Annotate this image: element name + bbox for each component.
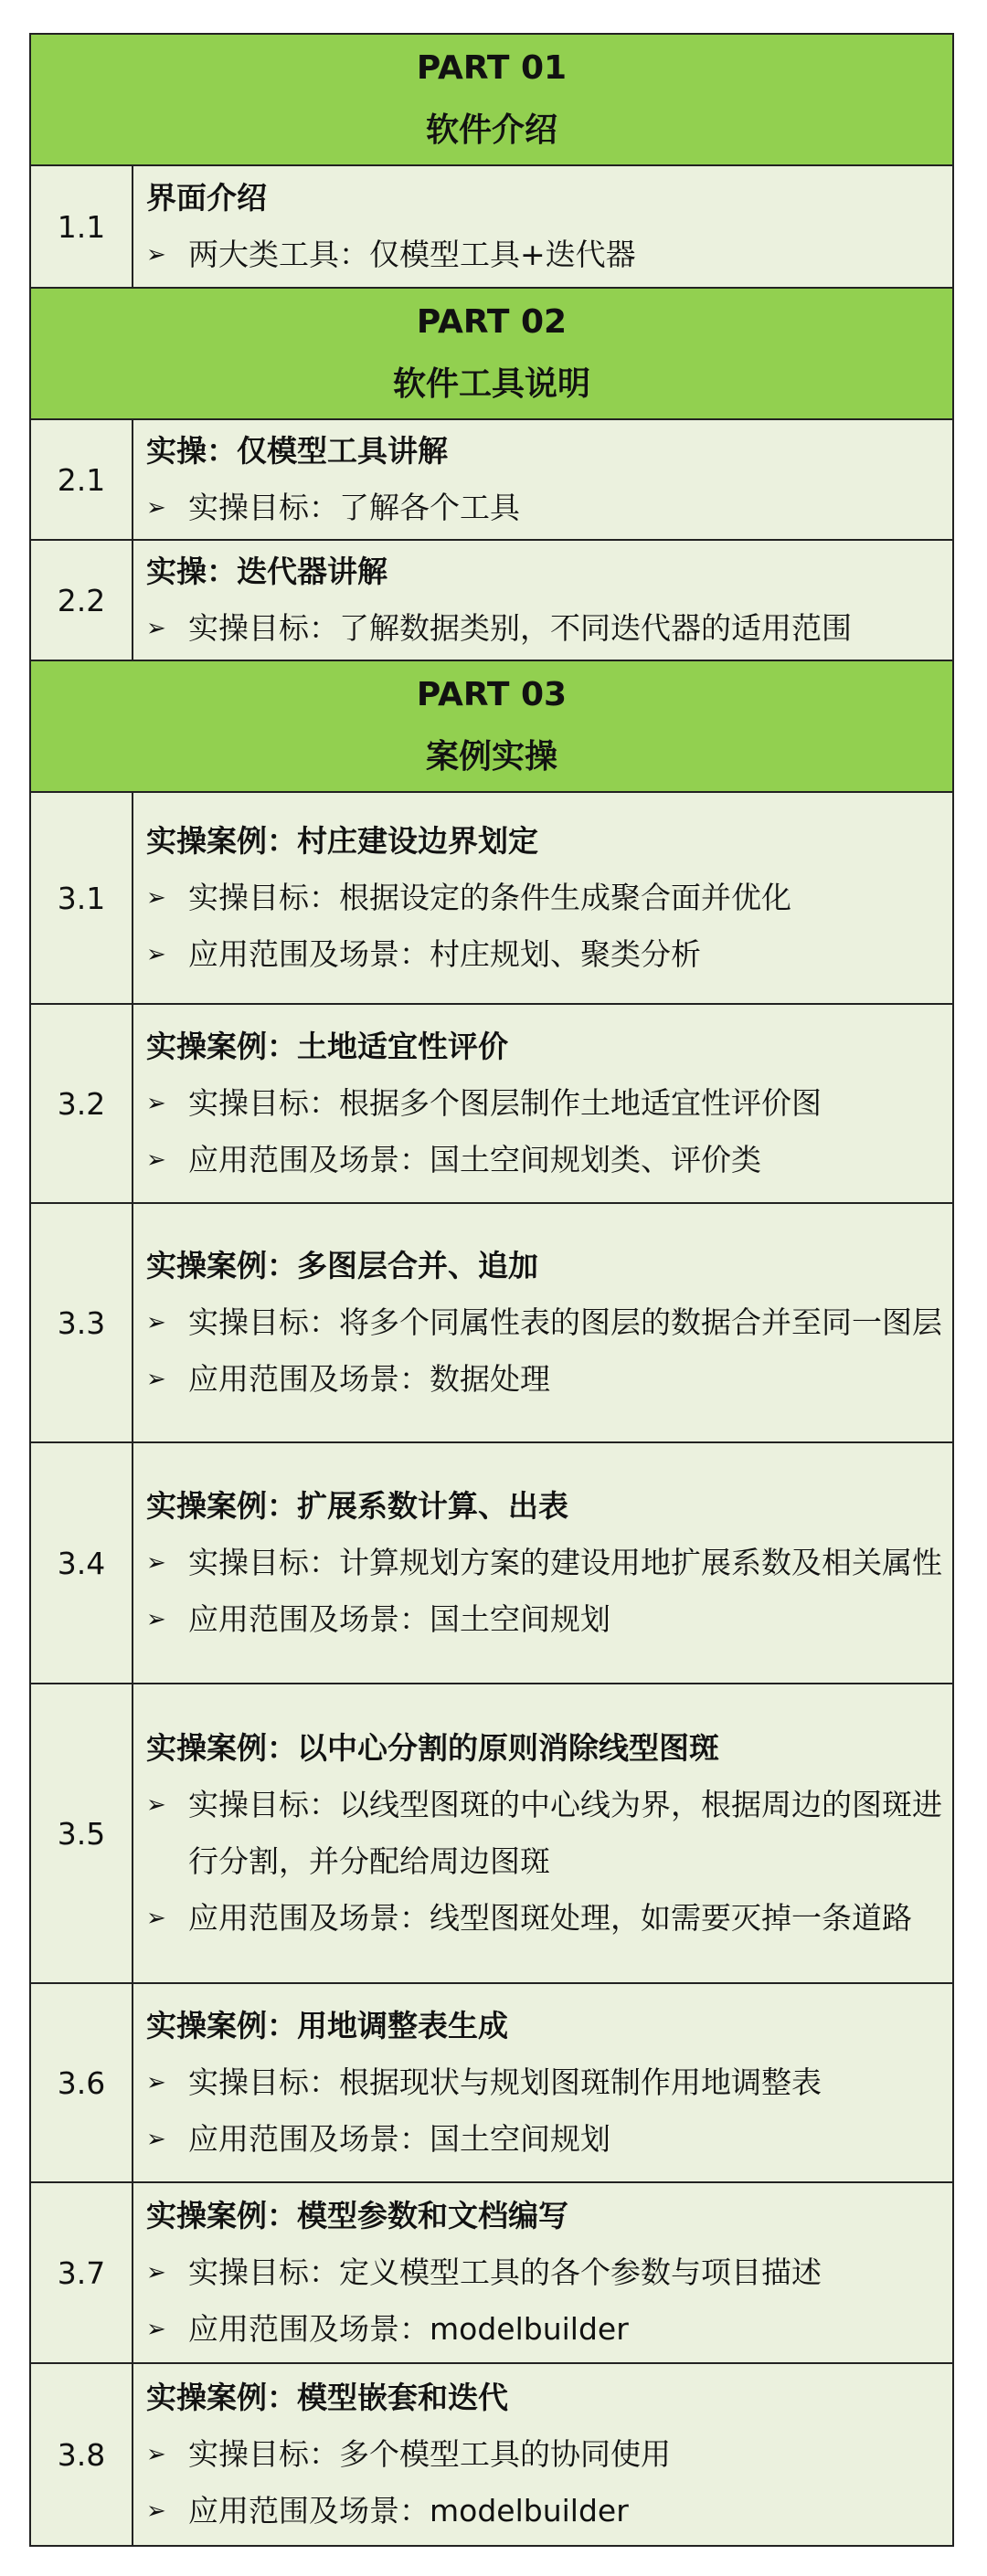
bullet-text: 应用范围及场景：modelbuilder — [188, 2311, 629, 2347]
row-content — [133, 1005, 952, 1202]
arrow-right-icon: ➢ — [146, 2126, 166, 2153]
row-content — [133, 1443, 952, 1683]
section-number: 2.2 — [31, 541, 133, 660]
bullet-text: 应用范围及场景：数据处理 — [188, 1361, 550, 1397]
row-title: 实操：仅模型工具讲解 — [146, 433, 448, 469]
bullet-item — [146, 2111, 943, 2168]
row-title: 实操案例：村庄建设边界划定 — [146, 823, 538, 859]
bullet-text: 实操目标：根据现状与规划图斑制作用地调整表 — [188, 2064, 822, 2100]
table-row — [31, 2364, 952, 2547]
table-row — [31, 1684, 952, 1984]
arrow-right-icon: ➢ — [146, 1309, 166, 1336]
section-number: 3.5 — [31, 1684, 133, 1982]
bullet-item — [146, 1132, 943, 1188]
bullet-item — [146, 480, 943, 536]
bullet-text: 实操目标：根据设定的条件生成聚合面并优化 — [188, 880, 791, 915]
bullet-text: 应用范围及场景：村庄规划、聚类分析 — [188, 936, 701, 972]
bullet-item — [146, 227, 943, 283]
row-title: 实操案例：扩展系数计算、出表 — [146, 1488, 568, 1524]
table-row — [31, 2183, 952, 2364]
bullet-item — [146, 1294, 943, 1351]
bullet-text: 应用范围及场景：国土空间规划 — [188, 1601, 610, 1637]
section-number: 3.1 — [31, 793, 133, 1003]
table-row — [31, 1005, 952, 1204]
part-title: 软件介绍 — [425, 111, 557, 149]
bullet-item — [146, 2483, 943, 2539]
part-label: PART 02 — [416, 303, 568, 341]
table-row — [31, 1443, 952, 1684]
arrow-right-icon: ➢ — [146, 2441, 166, 2468]
bullet-text: 实操目标：计算规划方案的建设用地扩展系数及相关属性 — [188, 1545, 942, 1580]
row-content — [133, 2364, 952, 2545]
table-row — [31, 793, 952, 1005]
bullet-text: 实操目标：多个模型工具的协同使用 — [188, 2436, 671, 2472]
arrow-right-icon: ➢ — [146, 1905, 166, 1932]
arrow-right-icon: ➢ — [146, 1791, 166, 1819]
arrow-right-icon: ➢ — [146, 494, 166, 522]
section-number: 2.1 — [31, 420, 133, 539]
arrow-right-icon: ➢ — [146, 1549, 166, 1577]
row-title: 实操案例：用地调整表生成 — [146, 2008, 508, 2043]
section-number: 1.1 — [31, 166, 133, 287]
row-content — [133, 1204, 952, 1441]
bullet-text: 应用范围及场景：线型图斑处理，如需要灭掉一条道路 — [188, 1900, 912, 1936]
bullet-item — [146, 1777, 943, 1890]
table-row — [31, 166, 952, 289]
bullet-item — [146, 600, 943, 657]
row-content — [133, 2183, 952, 2362]
bullet-item — [146, 1591, 943, 1648]
arrow-right-icon: ➢ — [146, 1146, 166, 1174]
row-title: 实操案例：模型嵌套和迭代 — [146, 2380, 508, 2415]
row-content — [133, 1684, 952, 1982]
arrow-right-icon: ➢ — [146, 615, 166, 642]
part-header — [31, 35, 952, 166]
row-title: 实操案例：以中心分割的原则消除线型图斑 — [146, 1730, 719, 1766]
bullet-text: 应用范围及场景：国土空间规划类、评价类 — [188, 1142, 761, 1177]
arrow-right-icon: ➢ — [146, 2069, 166, 2096]
row-title: 实操：迭代器讲解 — [146, 554, 387, 589]
bullet-text: 实操目标：将多个同属性表的图层的数据合并至同一图层 — [188, 1304, 942, 1340]
bullet-item — [146, 2301, 943, 2358]
table-row — [31, 541, 952, 661]
row-title: 实操案例：模型参数和文档编写 — [146, 2198, 568, 2233]
bullet-item — [146, 1075, 943, 1132]
bullet-item — [146, 926, 943, 983]
arrow-right-icon: ➢ — [146, 1606, 166, 1633]
section-number: 3.7 — [31, 2183, 133, 2362]
row-content — [133, 166, 952, 287]
section-number: 3.3 — [31, 1204, 133, 1441]
section-number: 3.2 — [31, 1005, 133, 1202]
arrow-right-icon: ➢ — [146, 2497, 166, 2525]
bullet-text: 两大类工具：仅模型工具+迭代器 — [188, 237, 636, 272]
arrow-right-icon: ➢ — [146, 884, 166, 912]
row-content — [133, 541, 952, 660]
arrow-right-icon: ➢ — [146, 1090, 166, 1117]
arrow-right-icon: ➢ — [146, 241, 166, 269]
bullet-item — [146, 2054, 943, 2111]
table-row — [31, 1984, 952, 2183]
section-number: 3.8 — [31, 2364, 133, 2545]
bullet-item — [146, 870, 943, 926]
part-header — [31, 661, 952, 793]
row-content — [133, 1984, 952, 2181]
bullet-item — [146, 2244, 943, 2301]
bullet-item — [146, 2426, 943, 2483]
row-title: 实操案例：多图层合并、追加 — [146, 1248, 538, 1283]
row-content — [133, 793, 952, 1003]
bullet-text: 实操目标：定义模型工具的各个参数与项目描述 — [188, 2254, 822, 2290]
bullet-item — [146, 1351, 943, 1408]
section-number: 3.4 — [31, 1443, 133, 1683]
table-row — [31, 420, 952, 541]
row-content — [133, 420, 952, 539]
part-header — [31, 289, 952, 420]
arrow-right-icon: ➢ — [146, 2259, 166, 2286]
bullet-text: 应用范围及场景：国土空间规划 — [188, 2121, 610, 2157]
arrow-right-icon: ➢ — [146, 2316, 166, 2343]
course-outline-table — [29, 33, 954, 2547]
bullet-text: 实操目标：根据多个图层制作土地适宜性评价图 — [188, 1085, 822, 1121]
part-title: 案例实操 — [425, 738, 557, 776]
row-title: 实操案例：土地适宜性评价 — [146, 1029, 508, 1064]
bullet-text: 实操目标：以线型图斑的中心线为界，根据周边的图斑进行分割，并分配给周边图斑 — [188, 1787, 942, 1879]
table-row — [31, 1204, 952, 1443]
arrow-right-icon: ➢ — [146, 941, 166, 968]
part-label: PART 03 — [416, 676, 568, 713]
bullet-item — [146, 1890, 943, 1947]
bullet-text: 实操目标：了解各个工具 — [188, 490, 520, 525]
bullet-item — [146, 1535, 943, 1591]
row-title: 界面介绍 — [146, 180, 267, 216]
arrow-right-icon: ➢ — [146, 1366, 166, 1393]
bullet-text: 应用范围及场景：modelbuilder — [188, 2493, 629, 2528]
part-label: PART 01 — [416, 49, 568, 87]
part-title: 软件工具说明 — [392, 365, 590, 403]
section-number: 3.6 — [31, 1984, 133, 2181]
bullet-text: 实操目标：了解数据类别，不同迭代器的适用范围 — [188, 610, 852, 646]
